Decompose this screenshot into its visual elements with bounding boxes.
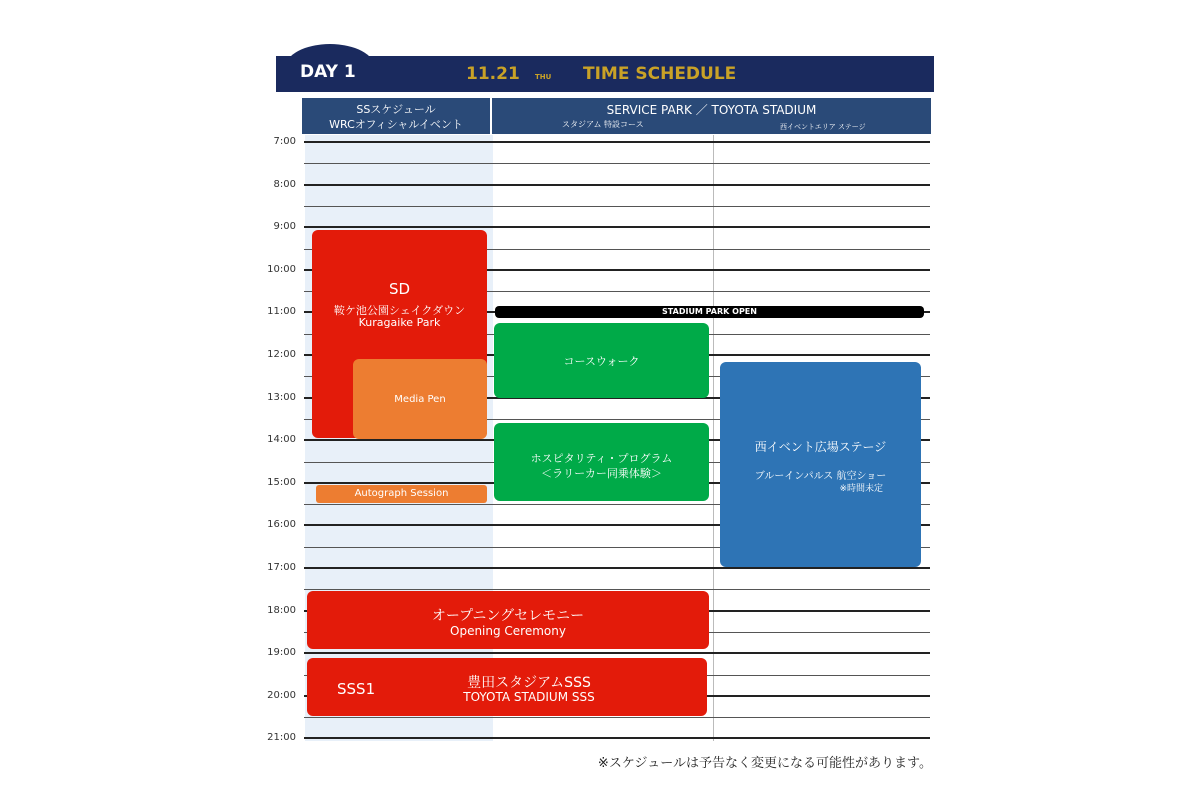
time-label: 16:00	[267, 519, 296, 531]
hour-line	[304, 737, 930, 739]
event-course-walk-label: コースウォーク	[563, 355, 640, 368]
event-sd-line2: 鞍ケ池公園シェイクダウン	[333, 304, 466, 317]
time-label: 12:00	[267, 349, 296, 360]
event-west-stage-line2: ブルーインパルス 航空ショー	[754, 471, 887, 482]
time-label: 13:00	[267, 391, 296, 403]
column-header-stadium-course: スタジアム 特設コース	[562, 120, 644, 129]
event-ceremony-line1: オープニングセレモニー	[431, 608, 585, 624]
time-label: 19:00	[267, 647, 296, 659]
event-autograph-session	[316, 485, 487, 503]
column-header-ss-line1: SSスケジュール	[356, 103, 436, 116]
column-header-ss	[302, 98, 490, 134]
event-hospitality-line1: ホスピタリティ・プログラム	[530, 452, 673, 465]
event-sd-line3: Kuragaike Park	[358, 316, 441, 329]
column-header-ss-line2: WRCオフィシャルイベント	[329, 118, 463, 131]
time-label: 17:00	[267, 562, 296, 573]
hour-line	[304, 567, 930, 569]
footer-note: ※スケジュールは予告なく変更になる可能性があります。	[597, 756, 932, 771]
column-header-service	[492, 98, 931, 134]
weekday-label: THU	[535, 73, 552, 81]
event-media-pen	[353, 359, 487, 439]
event-course-walk	[494, 323, 709, 398]
event-sss1-line1: 豊田スタジアムSSS	[467, 675, 591, 691]
event-west-stage-note: ※時間未定	[839, 484, 883, 494]
half-hour-line	[304, 163, 930, 164]
hour-line	[304, 652, 930, 654]
event-west-stage	[720, 362, 921, 567]
time-label: 11:00	[267, 306, 296, 318]
event-west-stage-line1: 西イベント広場ステージ	[754, 440, 887, 454]
half-hour-line	[304, 206, 930, 207]
time-label: 20:00	[267, 689, 296, 701]
time-label: 9:00	[273, 221, 296, 233]
time-label: 21:00	[267, 732, 296, 744]
day-label: DAY 1	[300, 62, 356, 82]
event-sd-title: SD	[388, 280, 411, 298]
half-hour-line	[304, 717, 930, 718]
stadium-park-open-label: STADIUM PARK OPEN	[662, 307, 757, 316]
column-header-service-title: SERVICE PARK ／ TOYOTA STADIUM	[606, 103, 817, 117]
event-media-pen-label: Media Pen	[394, 394, 446, 405]
hour-line	[304, 184, 930, 186]
event-opening-ceremony	[307, 591, 709, 649]
stadium-park-open-bar	[495, 306, 924, 318]
event-ceremony-line2: Opening Ceremony	[450, 624, 566, 638]
event-sss1-line2: TOYOTA STADIUM SSS	[463, 690, 595, 704]
schedule-title: TIME SCHEDULE	[583, 64, 737, 84]
event-hospitality-line2: ＜ラリーカー同乗体験＞	[541, 467, 662, 480]
time-label: 10:00	[267, 263, 296, 275]
hour-line	[304, 226, 930, 228]
time-label: 7:00	[273, 136, 296, 147]
time-label: 18:00	[267, 604, 296, 616]
time-label: 14:00	[267, 434, 296, 446]
event-sss1	[307, 658, 707, 716]
event-autograph-label: Autograph Session	[354, 488, 449, 499]
time-label: 15:00	[267, 476, 296, 488]
event-hospitality-program	[494, 423, 709, 501]
hour-line	[304, 141, 930, 143]
time-label: 8:00	[273, 178, 296, 190]
column-header-west-stage: 西イベントエリア ステージ	[780, 123, 866, 131]
event-sss1-tag: SSS1	[337, 680, 376, 698]
date-label: 11.21	[466, 64, 520, 84]
